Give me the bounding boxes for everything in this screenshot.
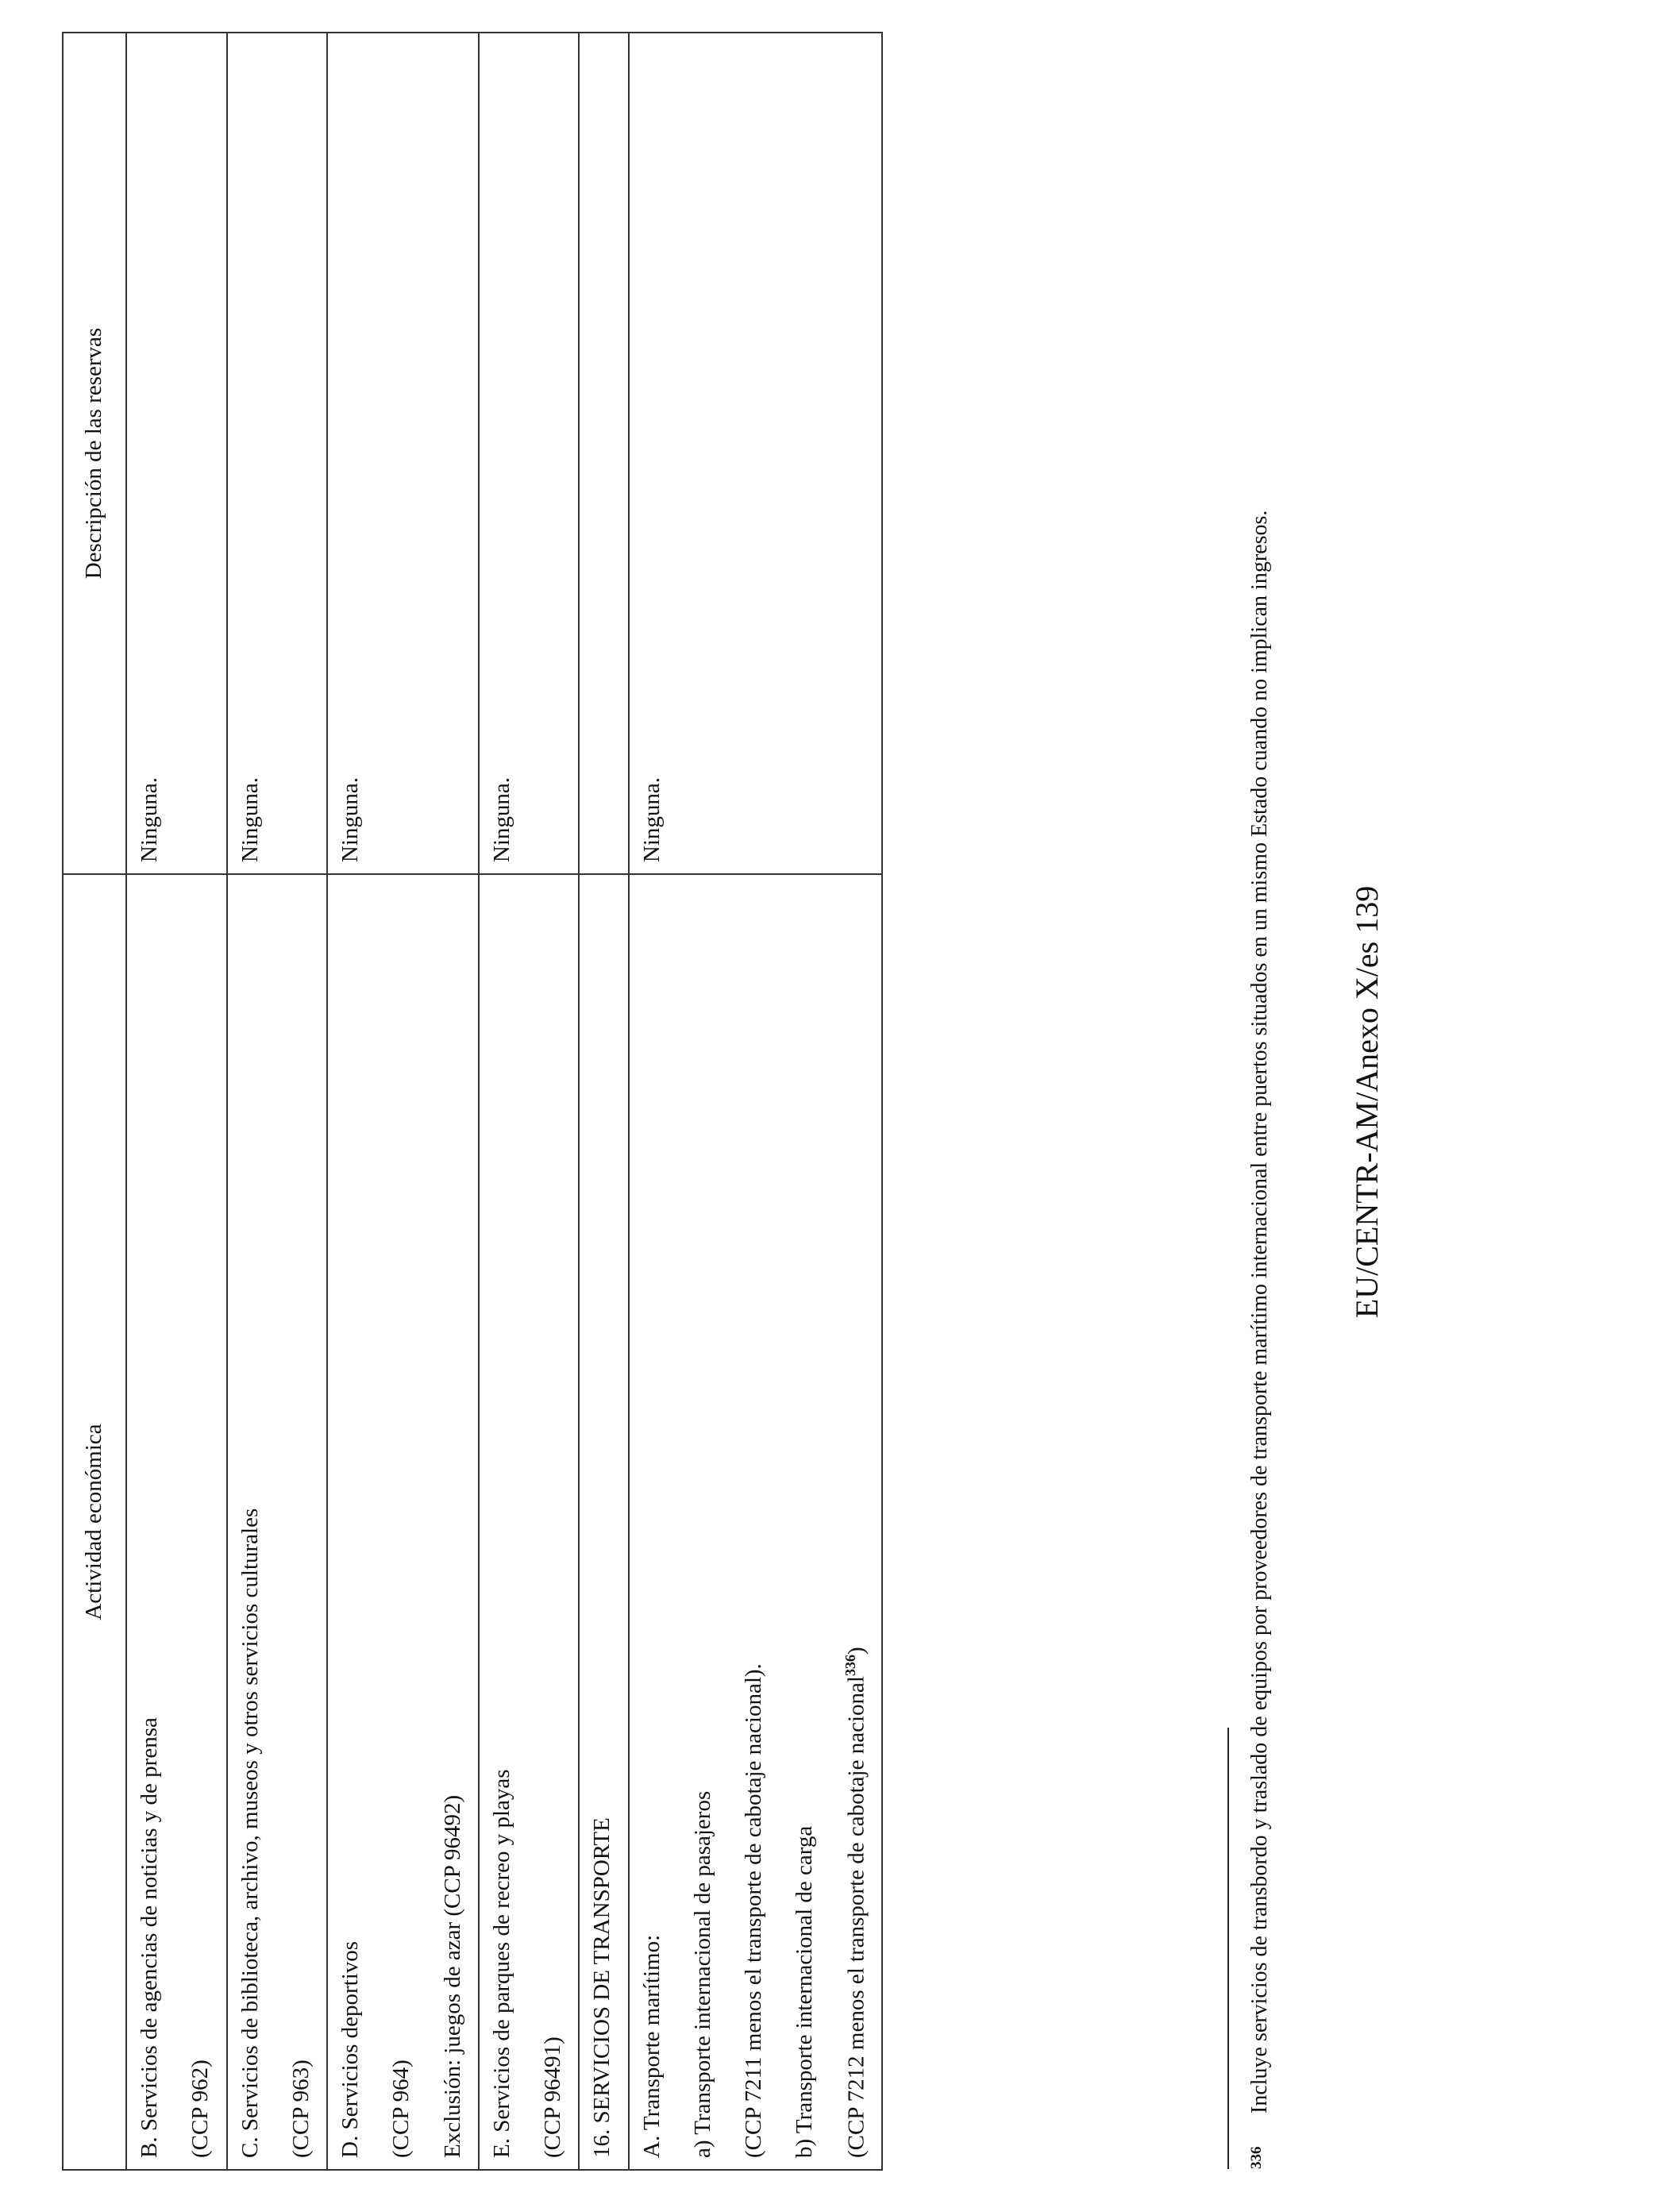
section-row — [579, 33, 628, 2170]
footnote-number: 336 — [1248, 2146, 1265, 2169]
activity-line: A. Transporte marítimo: — [638, 1934, 665, 2158]
header-actividad: Actividad económica — [63, 874, 126, 2170]
activity-cell — [227, 874, 328, 2170]
activity-line: (CCP 964) — [388, 2060, 414, 2158]
activity-line: E. Servicios de parques de recreo y playas — [488, 1769, 514, 2158]
activity-line: a) Transporte internacional de pasajeros — [689, 1790, 715, 2158]
activity-line: C. Servicios de biblioteca, archivo, museos y otros servicios culturales — [237, 1508, 263, 2158]
activity-line-end: ) — [843, 1647, 869, 1655]
activity-line: (CCP 962) — [187, 2060, 214, 2158]
activity-line: Exclusión: juegos de azar (CCP 96492) — [439, 1794, 465, 2158]
footnote-divider — [1227, 1728, 1229, 2169]
activity-line: B. Servicios de agencias de noticias y de prensa — [137, 1717, 162, 2158]
section-heading: 16. SERVICIOS DE TRANSPORTE — [579, 874, 628, 2170]
table-row — [327, 33, 479, 2170]
footnote-text: Incluye servicios de transbordo y traslado de equipos por proveedores de transporte marítimo internacional entre puertos situados en un mismo Estado cuando no implican ingresos. — [1247, 510, 1272, 2113]
description-cell: Ninguna. — [227, 33, 328, 874]
table-header-row — [63, 33, 126, 2170]
activity-cell — [629, 874, 883, 2170]
header-descripcion: Descripción de las reservas — [63, 33, 126, 874]
table-row — [479, 33, 580, 2170]
table-row — [126, 33, 227, 2170]
activity-line: D. Servicios deportivos — [337, 1940, 363, 2158]
activity-line — [842, 886, 871, 2158]
reservations-table — [62, 32, 883, 2171]
activity-line: b) Transporte internacional de carga — [792, 1825, 818, 2158]
activity-line: (CCP 96491) — [540, 2036, 565, 2158]
page-identifier: EU/CENTR-AM/Anexo X/es 139 — [1349, 885, 1385, 1319]
activity-line: (CCP 963) — [287, 2060, 314, 2158]
activity-cell — [126, 874, 227, 2170]
activity-cell — [327, 874, 479, 2170]
table-row — [227, 33, 328, 2170]
description-cell: Ninguna. — [126, 33, 227, 874]
table-row — [629, 33, 883, 2170]
footnote-reference[interactable]: 336 — [842, 1655, 858, 1677]
empty-cell — [579, 33, 628, 874]
description-cell: Ninguna. — [327, 33, 479, 874]
activity-cell — [479, 874, 580, 2170]
description-cell: Ninguna. — [629, 33, 883, 874]
activity-line-text: (CCP 7212 menos el transporte de cabotaje nacional — [843, 1676, 869, 2158]
activity-line: (CCP 7211 menos el transporte de cabotaje nacional). — [741, 1663, 766, 2158]
description-cell: Ninguna. — [479, 33, 580, 874]
